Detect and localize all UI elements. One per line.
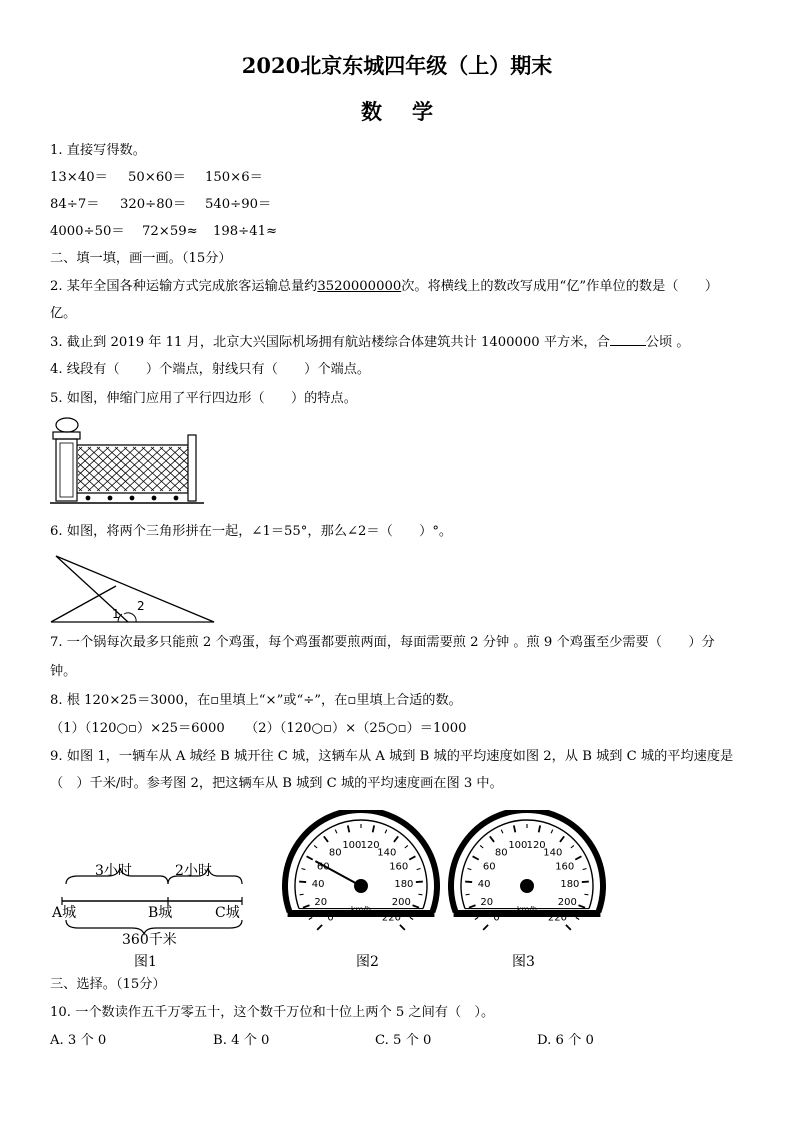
gauge-tick-label: 160 — [555, 861, 575, 873]
gauge-tick-label: 120 — [526, 839, 546, 851]
gauge-unit-label: km/h — [350, 905, 372, 914]
gauge-unit-label: km/h — [516, 905, 538, 914]
speedometer-figure-2 — [278, 810, 444, 945]
section-3-heading: 三、选择。（15分） — [50, 977, 166, 992]
figure-1-caption: 图1 — [134, 954, 157, 970]
q10-option-c: C. 5 个 0 — [375, 1033, 432, 1048]
q2-underlined-number: 3520000000 — [317, 279, 402, 294]
city-c-label: C城 — [215, 905, 240, 921]
q2-line2: 亿。 — [50, 306, 77, 321]
gauge-tick-label: 220 — [381, 912, 401, 924]
q10-option-d: D. 6 个 0 — [537, 1033, 594, 1048]
city-b-label: B城 — [148, 905, 173, 921]
gauge-tick-label: 40 — [477, 878, 491, 890]
gauge-tick-label: 40 — [311, 878, 325, 890]
q1-item: 540÷90＝ — [205, 197, 272, 212]
gauge-tick-label: 60 — [482, 861, 496, 873]
gauge-hub — [354, 879, 368, 893]
gauge-tick-label: 160 — [389, 861, 409, 873]
q8-part2: （2）（120○▫）×（25○▫）＝1000 — [245, 721, 467, 736]
q1-item: 320÷80＝ — [120, 197, 187, 212]
q1-item: 4000÷50＝ — [50, 224, 125, 239]
figure-3-caption: 图3 — [512, 954, 535, 970]
gauge-tick-label: 140 — [377, 847, 397, 859]
section-2-heading: 二、填一填，画一画。（15分） — [50, 251, 232, 266]
gauge-tick-label: 60 — [316, 861, 330, 873]
q9-line1: 9. 如图 1，一辆车从 A 城经 B 城开往 C 城，这辆车从 A 城到 B 城的平均速度如图 2，从 B 城到 C 城的平均速度是 — [50, 749, 734, 764]
q1-item: 13×40＝ — [50, 170, 108, 185]
angle-2-label: 2 — [137, 599, 145, 613]
q9-line2: （ ）千米/时。参考图 2，把这辆车从 B 城到 C 城的平均速度画在图 3 中。 — [50, 776, 503, 791]
q10-option-a: A. 3 个 0 — [50, 1033, 107, 1048]
q1-item: 72×59≈ — [142, 224, 198, 239]
q5: 5. 如图，伸缩门应用了平行四边形（ ）的特点。 — [50, 391, 357, 406]
gauge-tick-label: 100 — [508, 839, 528, 851]
q1-item: 50×60＝ — [128, 170, 186, 185]
gauge-tick-label: 20 — [480, 897, 494, 909]
gauge-tick-label: 20 — [314, 897, 328, 909]
figure-2-caption: 图2 — [356, 954, 379, 970]
speedometer-figure-3 — [444, 810, 610, 945]
gauge-tick-label: 120 — [360, 839, 380, 851]
city-a-label: A城 — [52, 905, 77, 921]
q1-item: 198÷41≈ — [213, 224, 278, 239]
gauge-tick-label: 140 — [543, 847, 563, 859]
gauge-hub — [520, 879, 534, 893]
gauge-tick-label: 180 — [394, 878, 414, 890]
gauge-tick-label: 200 — [391, 897, 411, 909]
gauge-tick-label: 200 — [557, 897, 577, 909]
q7-line1: 7. 一个锅每次最多只能煎 2 个鸡蛋，每个鸡蛋都要煎两面，每面需要煎 2 分钟 。煎 9 个鸡蛋至少需要（ ）分 — [50, 635, 715, 650]
q7-line2: 钟。 — [50, 664, 77, 679]
q1-item: 150×6＝ — [205, 170, 263, 185]
gauge-tick-label: 220 — [547, 912, 567, 924]
q3: 3. 截止到 2019 年 11 月，北京大兴国际机场拥有航站楼综合体建筑共计 1400000 平方米，合 公顷 。 — [50, 335, 690, 350]
distance-label: 360千米 — [122, 932, 177, 948]
q8-part1: （1）（120○▫）×25＝6000 — [50, 721, 225, 736]
subject-title: 数学 — [361, 99, 463, 124]
retractable-gate-figure — [48, 415, 208, 507]
gauge-tick-label: 80 — [494, 847, 508, 859]
triangles-figure — [48, 548, 220, 626]
time-label-bc: 2小时 — [175, 863, 212, 879]
q4: 4. 线段有（ ）个端点，射线只有（ ）个端点。 — [50, 362, 371, 377]
q8-stem: 8. 根 120×25＝3000，在▫里填上“×”或“÷”，在▫里填上合适的数。 — [50, 693, 462, 708]
angle-1-label: 1 — [112, 607, 120, 621]
gauge-tick-label: 0 — [327, 912, 334, 924]
gauge-tick-label: 0 — [493, 912, 500, 924]
gauge-tick-label: 100 — [342, 839, 362, 851]
page-title: 2020北京东城四年级（上）期末 — [241, 53, 553, 78]
q6: 6. 如图，将两个三角形拼在一起，∠1＝55°，那么∠2＝（ ）°。 — [50, 524, 453, 539]
gauge-tick-label: 80 — [328, 847, 342, 859]
q10-option-b: B. 4 个 0 — [213, 1033, 270, 1048]
q1-item: 84÷7＝ — [50, 197, 100, 212]
q10-stem: 10. 一个数读作五千万零五十，这个数千万位和十位上两个 5 之间有（ ）。 — [50, 1005, 495, 1020]
q1-stem: 1. 直接写得数。 — [50, 143, 146, 158]
q2-line1: 2. 某年全国各种运输方式完成旅客运输总量约3520000000次。将横线上的数改写成用“亿”作单位的数是（ ） — [50, 279, 719, 294]
q3-blank — [610, 333, 646, 346]
time-label-ab: 3小时 — [95, 863, 132, 879]
gauge-tick-label: 180 — [560, 878, 580, 890]
